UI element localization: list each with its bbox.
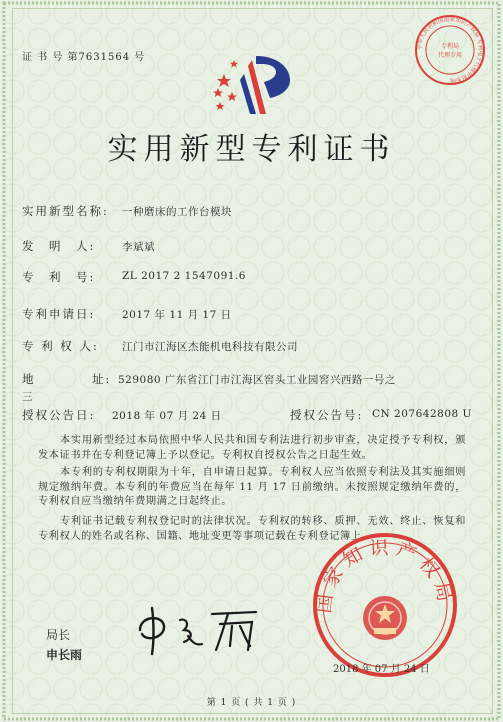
field-label-grant-no: 授权公告号: bbox=[290, 408, 364, 422]
field-label-address-2: 址: bbox=[92, 372, 112, 386]
field-value-holder: 江门市江海区杰能机电科技有限公司 bbox=[122, 341, 298, 353]
page-title: 实用新型专利证书 bbox=[107, 132, 396, 167]
field-value-inventor: 李斌斌 bbox=[122, 241, 155, 253]
field-label-grant-date: 授权公告日: bbox=[22, 408, 96, 422]
field-value-patent-no: ZL 2017 2 1547091.6 bbox=[122, 270, 246, 282]
field-label-name: 实用新型名称: bbox=[22, 204, 109, 218]
paragraph-legal-status: 专利证书记载专利权登记时的法律状况。专利权的转移、质押、无效、终止、恢复和专利权人的姓名或名称、国籍、地址变更等事项记载在专利登记簿上。 bbox=[38, 516, 466, 542]
handwritten-signature bbox=[132, 602, 262, 656]
electronic-filing-seal bbox=[412, 12, 488, 92]
field-value-address-line2: 三 bbox=[22, 391, 33, 403]
certificate-number: 证 书 号 第7631564 号 bbox=[22, 52, 146, 63]
field-value-name: 一种磨床的工作台模块 bbox=[122, 206, 232, 218]
field-label-address-1: 地 bbox=[22, 372, 36, 386]
seal-date: 2018 年 07 月 24 日 bbox=[333, 664, 430, 675]
field-value-filing-date: 2017 年 11 月 17 日 bbox=[122, 309, 232, 321]
field-label-filing-date: 专利申请日: bbox=[22, 307, 96, 321]
paragraph-grant: 本实用新型经过本局依照中华人民共和国专利法进行初步审查，决定授予专利权，颁发本证书并在专利登记簿上予以登记。专利权自授权公告之日起生效。 bbox=[38, 435, 466, 461]
cnipa-logo bbox=[208, 52, 300, 122]
field-value-grant-no: CN 207642808 U bbox=[372, 408, 472, 420]
director-name: 申长雨 bbox=[46, 648, 83, 662]
svg-text:国家知识产权局: 国家知识产权局 bbox=[312, 536, 457, 615]
paragraph-term: 本专利的专利权期限为十年，自申请日起算。专利权人应当依照专利法及其实施细则规定缴纳年费。本专利的年费应当在每年 11 月 17 日前缴纳。未按照规定缴纳年费的，专利权自应当缴纳年费期满之日起终止。 bbox=[38, 467, 466, 507]
director-role: 局长 bbox=[46, 628, 71, 642]
field-value-grant-date: 2018 年 07 月 24 日 bbox=[112, 410, 222, 422]
field-label-holder: 专 利 权 人: bbox=[22, 339, 99, 353]
svg-text:代理专用: 代理专用 bbox=[437, 52, 463, 59]
svg-text:中华人民共和国国家知识产权局 专利电子代理申报系统: 中华人民共和国国家知识产权局 专利电子代理申报系统 bbox=[416, 16, 484, 84]
field-label-inventor: 发 明 人: bbox=[22, 239, 96, 253]
field-value-address-line1: 529080 广东省江门市江海区窖头工业园窖兴西路一号之 bbox=[118, 374, 396, 386]
field-label-patent-no: 专 利 号: bbox=[22, 270, 96, 284]
svg-text:专利局: 专利局 bbox=[440, 43, 460, 50]
page-footer: 第 1 页 ( 共 1 页 ) bbox=[206, 698, 297, 708]
